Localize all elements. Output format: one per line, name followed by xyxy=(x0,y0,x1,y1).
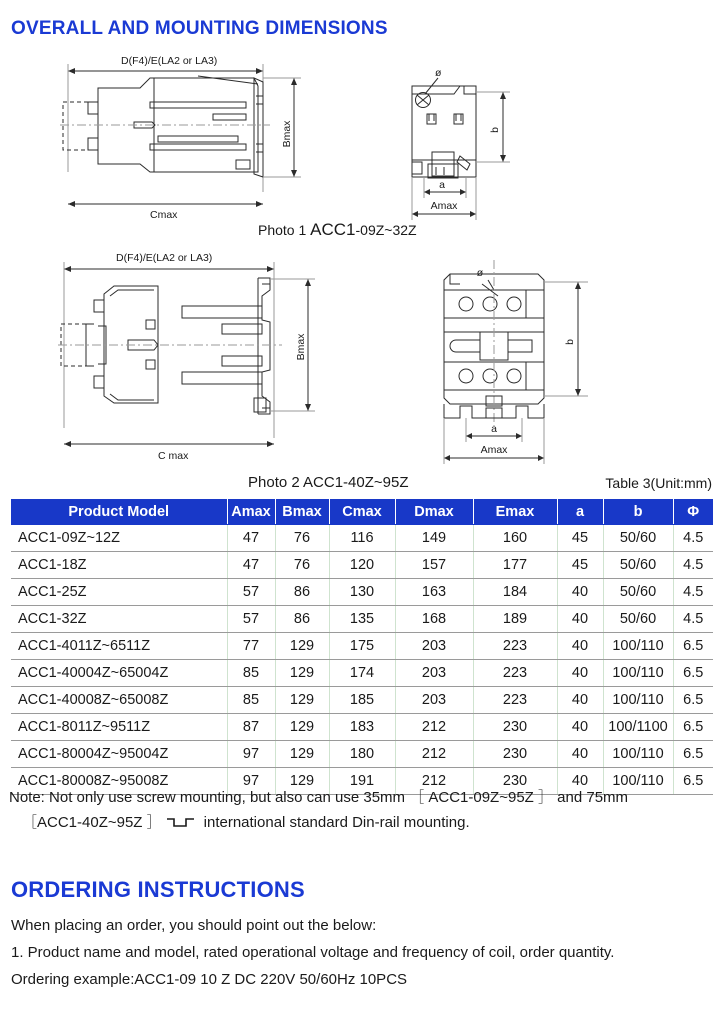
cell-a: 45 xyxy=(557,525,603,552)
cell-dmax: 168 xyxy=(395,606,473,633)
cell-cmax: 175 xyxy=(329,633,395,660)
cell-emax: 230 xyxy=(473,768,557,795)
cell-emax: 184 xyxy=(473,579,557,606)
cell-b: 100/110 xyxy=(603,633,673,660)
table-header-row xyxy=(11,499,713,525)
photo1-top-dimension-label: D(F4)/E(LA2 or LA3) xyxy=(121,55,218,67)
cell-dmax: 203 xyxy=(395,660,473,687)
column-header-a: a xyxy=(557,499,603,525)
column-header-phi: Φ xyxy=(673,499,713,525)
photo1-bmax-label: Bmax xyxy=(281,120,293,148)
cell-cmax: 174 xyxy=(329,660,395,687)
cell-phi: 6.5 xyxy=(673,741,713,768)
note-line-2 xyxy=(22,811,470,833)
cell-b: 50/60 xyxy=(603,579,673,606)
cell-bmax: 129 xyxy=(275,768,329,795)
cell-emax: 223 xyxy=(473,633,557,660)
drawing-photo1-front-view xyxy=(398,52,588,227)
photo2-cmax-label: C max xyxy=(158,450,189,462)
table-row xyxy=(11,579,713,606)
cell-product-model: ACC1-4011Z~6511Z xyxy=(11,633,227,660)
photo1-cmax-label: Cmax xyxy=(150,209,178,221)
cell-amax: 47 xyxy=(227,525,275,552)
cell-phi: 4.5 xyxy=(673,552,713,579)
table-body xyxy=(11,525,713,795)
cell-amax: 77 xyxy=(227,633,275,660)
cell-product-model: ACC1-32Z xyxy=(11,606,227,633)
cell-b: 100/110 xyxy=(603,687,673,714)
column-header-emax: Emax xyxy=(473,499,557,525)
cell-phi: 6.5 xyxy=(673,768,713,795)
cell-bmax: 86 xyxy=(275,579,329,606)
cell-emax: 189 xyxy=(473,606,557,633)
cell-cmax: 130 xyxy=(329,579,395,606)
cell-product-model: ACC1-40004Z~65004Z xyxy=(11,660,227,687)
cell-bmax: 76 xyxy=(275,552,329,579)
cell-emax: 223 xyxy=(473,660,557,687)
photo2-amax-label: Amax xyxy=(480,444,508,456)
cell-emax: 223 xyxy=(473,687,557,714)
table-row xyxy=(11,552,713,579)
cell-a: 40 xyxy=(557,579,603,606)
cell-product-model: ACC1-25Z xyxy=(11,579,227,606)
column-header-amax: Amax xyxy=(227,499,275,525)
cell-product-model: ACC1-80008Z~95008Z xyxy=(11,768,227,795)
ordering-intro: When placing an order, you should point out the below: xyxy=(11,917,377,934)
caption-photo1-lead: Photo 1 xyxy=(258,222,307,238)
cell-bmax: 86 xyxy=(275,606,329,633)
cell-cmax: 116 xyxy=(329,525,395,552)
cell-emax: 177 xyxy=(473,552,557,579)
cell-amax: 85 xyxy=(227,687,275,714)
note-line-1: Note: Not only use screw mounting, but also can use 35mm ［ ACC1-09Z~95Z ］ and 75mm xyxy=(9,789,629,806)
cell-cmax: 191 xyxy=(329,768,395,795)
cell-phi: 6.5 xyxy=(673,660,713,687)
cell-amax: 85 xyxy=(227,660,275,687)
photo2-top-dimension-label: D(F4)/E(LA2 or LA3) xyxy=(116,252,213,264)
caption-photo1-model-range: -09Z~32Z xyxy=(355,222,417,238)
cell-amax: 57 xyxy=(227,606,275,633)
photo2-b-label: b xyxy=(564,339,576,345)
note-line-2-suffix: international standard Din-rail mounting. xyxy=(203,814,470,831)
table-row xyxy=(11,525,713,552)
table-row xyxy=(11,714,713,741)
cell-b: 50/60 xyxy=(603,525,673,552)
cell-a: 40 xyxy=(557,714,603,741)
cell-b: 50/60 xyxy=(603,552,673,579)
table-row xyxy=(11,660,713,687)
table-row xyxy=(11,606,713,633)
photo2-bmax-label: Bmax xyxy=(295,333,307,361)
cell-dmax: 212 xyxy=(395,741,473,768)
dimensions-table-container xyxy=(11,499,713,795)
cell-cmax: 185 xyxy=(329,687,395,714)
cell-phi: 6.5 xyxy=(673,633,713,660)
photo2-hole-label: ø xyxy=(476,267,484,279)
ordering-item-1: 1. Product name and model, rated operational voltage and frequency of coil, order quantity. xyxy=(11,944,615,961)
cell-b: 100/110 xyxy=(603,660,673,687)
cell-amax: 97 xyxy=(227,768,275,795)
caption-photo1 xyxy=(258,220,417,240)
cell-bmax: 129 xyxy=(275,714,329,741)
cell-b: 100/110 xyxy=(603,741,673,768)
photo1-hole-label: ø xyxy=(435,67,442,79)
cell-phi: 4.5 xyxy=(673,525,713,552)
cell-amax: 97 xyxy=(227,741,275,768)
photo1-b-label: b xyxy=(489,127,501,133)
cell-cmax: 180 xyxy=(329,741,395,768)
column-header-dmax: Dmax xyxy=(395,499,473,525)
din-rail-icon xyxy=(166,816,202,833)
cell-phi: 4.5 xyxy=(673,579,713,606)
cell-dmax: 203 xyxy=(395,633,473,660)
table-row xyxy=(11,741,713,768)
column-header-cmax: Cmax xyxy=(329,499,395,525)
page-title-dimensions: OVERALL AND MOUNTING DIMENSIONS xyxy=(11,18,388,39)
table-unit-caption: Table 3(Unit:mm) xyxy=(605,475,712,491)
caption-photo2: Photo 2 ACC1-40Z~95Z xyxy=(248,474,409,491)
cell-dmax: 149 xyxy=(395,525,473,552)
drawing-photo2-side-view xyxy=(58,248,368,466)
cell-product-model: ACC1-09Z~12Z xyxy=(11,525,227,552)
caption-photo1-model-prefix: ACC1 xyxy=(310,220,356,239)
cell-bmax: 76 xyxy=(275,525,329,552)
cell-a: 45 xyxy=(557,552,603,579)
cell-bmax: 129 xyxy=(275,660,329,687)
cell-b: 100/110 xyxy=(603,768,673,795)
drawing-photo1-side-view xyxy=(58,52,358,227)
note-line-2-prefix: ［ACC1-40Z~95Z ］ xyxy=(22,814,162,831)
cell-a: 40 xyxy=(557,741,603,768)
cell-amax: 57 xyxy=(227,579,275,606)
cell-dmax: 212 xyxy=(395,714,473,741)
cell-product-model: ACC1-18Z xyxy=(11,552,227,579)
cell-dmax: 212 xyxy=(395,768,473,795)
cell-emax: 230 xyxy=(473,741,557,768)
cell-cmax: 120 xyxy=(329,552,395,579)
cell-a: 40 xyxy=(557,768,603,795)
cell-product-model: ACC1-8011Z~9511Z xyxy=(11,714,227,741)
cell-product-model: ACC1-40008Z~65008Z xyxy=(11,687,227,714)
column-header-b: b xyxy=(603,499,673,525)
cell-amax: 47 xyxy=(227,552,275,579)
page-title-ordering: ORDERING INSTRUCTIONS xyxy=(11,877,305,902)
cell-cmax: 183 xyxy=(329,714,395,741)
cell-phi: 6.5 xyxy=(673,687,713,714)
table-row xyxy=(11,633,713,660)
cell-b: 100/1100 xyxy=(603,714,673,741)
drawing-photo2-front-view xyxy=(428,250,608,470)
column-header-product-model: Product Model xyxy=(11,499,227,525)
cell-phi: 6.5 xyxy=(673,714,713,741)
cell-phi: 4.5 xyxy=(673,606,713,633)
photo2-a-label: a xyxy=(491,423,497,435)
photo1-amax-label: Amax xyxy=(430,200,458,212)
cell-amax: 87 xyxy=(227,714,275,741)
column-header-bmax: Bmax xyxy=(275,499,329,525)
cell-a: 40 xyxy=(557,660,603,687)
cell-cmax: 135 xyxy=(329,606,395,633)
cell-emax: 160 xyxy=(473,525,557,552)
photo1-a-label: a xyxy=(439,179,445,191)
cell-emax: 230 xyxy=(473,714,557,741)
cell-a: 40 xyxy=(557,687,603,714)
cell-a: 40 xyxy=(557,633,603,660)
ordering-example: Ordering example:ACC1-09 10 Z DC 220V 50/60Hz 10PCS xyxy=(11,971,408,988)
cell-dmax: 203 xyxy=(395,687,473,714)
cell-dmax: 157 xyxy=(395,552,473,579)
cell-product-model: ACC1-80004Z~95004Z xyxy=(11,741,227,768)
cell-a: 40 xyxy=(557,606,603,633)
cell-bmax: 129 xyxy=(275,633,329,660)
cell-bmax: 129 xyxy=(275,687,329,714)
cell-b: 50/60 xyxy=(603,606,673,633)
cell-bmax: 129 xyxy=(275,741,329,768)
cell-dmax: 163 xyxy=(395,579,473,606)
dimensions-table xyxy=(11,499,713,795)
table-row xyxy=(11,687,713,714)
